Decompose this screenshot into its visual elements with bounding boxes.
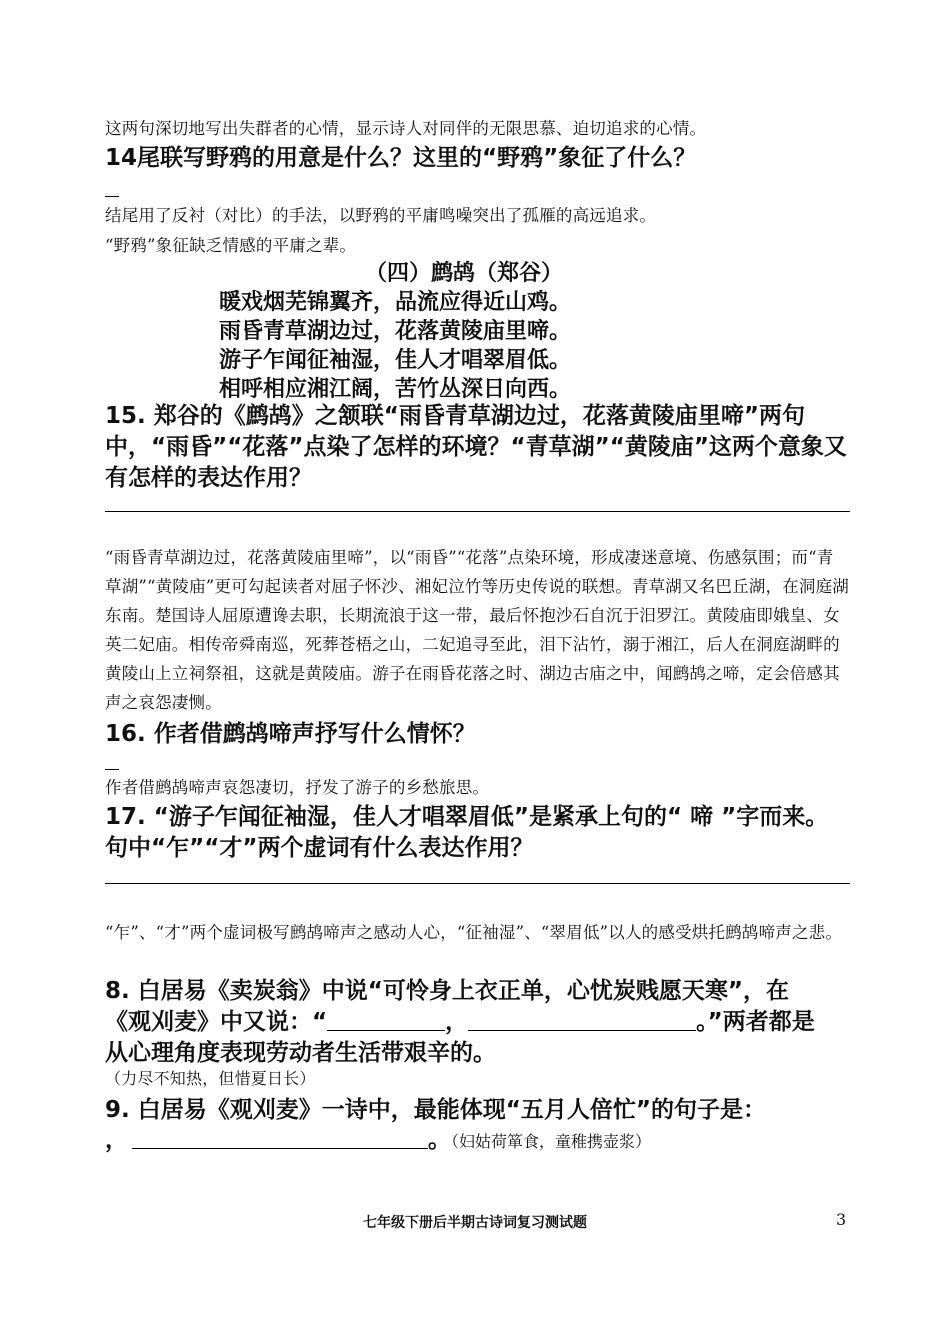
question-9: 9. 白居易《观刈麦》一诗中，最能体现“五月人倍忙”的句子是： <box>105 1097 766 1123</box>
poem-line: 暖戏烟芜锦翼齐，品流应得近山鸡。 <box>219 290 572 315</box>
fill-blank[interactable] <box>132 1126 428 1149</box>
answer-16: 作者借鹧鸪啼声哀怨凄切，抒发了游子的乡愁旅思。 <box>105 778 490 797</box>
question-8-text-c: 。”两者都是 <box>696 1009 815 1035</box>
question-9-line2 <box>105 1124 850 1158</box>
answer-13-tail: 这两句深切地写出失群者的心情，显示诗人对同伴的无限思慕、迫切追求的心情。 <box>105 119 707 138</box>
question-9-end: 。 <box>428 1127 451 1153</box>
answer-9: （妇姑荷箪食，童稚携壶浆） <box>451 1132 652 1151</box>
fill-blank[interactable] <box>327 1008 445 1031</box>
answer-8: （力尽不知热，但惜夏日长） <box>105 1069 316 1088</box>
question-15: 15. 郑谷的《鹧鸪》之颔联“雨昏青草湖边过，花落黄陵庙里啼”两句中，“雨昏”“花落”点染了怎样的环境？“青草湖”“黄陵庙”这两个意象又有怎样的表达作用？ <box>105 403 847 491</box>
answer-14-line1: 结尾用了反衬（对比）的手法，以野鸦的平庸鸣噪突出了孤雁的高远追求。 <box>105 206 657 225</box>
page-number: 3 <box>836 1210 847 1229</box>
question-9-comma: ， <box>105 1127 128 1153</box>
question-8-text-b: ， <box>445 1009 469 1035</box>
question-14: 14尾联写野鸦的用意是什么？这里的“野鸦”象征了什么？ <box>105 145 697 171</box>
question-16: 16. 作者借鹧鸪啼声抒写什么情怀？ <box>105 721 476 747</box>
answer-line <box>105 511 850 512</box>
answer-blank-dash <box>105 769 119 770</box>
question-8-line1: 8. 白居易《卖炭翁》中说“可怜身上衣正单，心忧炭贱愿天寒”，在 <box>105 978 789 1004</box>
footer-title: 七年级下册后半期古诗词复习测试题 <box>363 1215 587 1231</box>
fill-blank[interactable] <box>468 1008 696 1031</box>
answer-17: “乍”、“才”两个虚词极写鹧鸪啼声之感动人心，“征袖湿”、“翠眉低”以人的感受烘托鹧鸪啼声之悲。 <box>105 923 843 942</box>
question-8-text-a: 《观刈麦》中又说：“ <box>105 1009 328 1035</box>
answer-14-line2: “野鸦”象征缺乏情感的平庸之辈。 <box>105 236 357 255</box>
answer-blank-dash <box>105 196 119 197</box>
poem-line: 游子乍闻征袖湿，佳人才唱翠眉低。 <box>219 348 572 373</box>
question-8-line2 <box>105 1006 850 1038</box>
question-8-line3: 从心理角度表现劳动者生活带艰辛的。 <box>105 1040 496 1066</box>
answer-line <box>105 883 850 884</box>
poem-line: 相呼相应湘江阔，苦竹丛深日向西。 <box>219 377 572 402</box>
poem-title: （四）鹧鸪（郑谷） <box>365 261 564 286</box>
poem-line: 雨昏青草湖边过，花落黄陵庙里啼。 <box>219 319 572 344</box>
answer-15: “雨昏青草湖边过，花落黄陵庙里啼”，以“雨昏”“花落”点染环境，形成凄迷意境、伤感氛围；而“青草湖”“黄陵庙”更可勾起读者对屈子怀沙、湘妃泣竹等历史传说的联想。青草湖又名巴丘湖，在洞庭湖东南。楚国诗人屈原遭谗去职，长期流浪于这一带，最后怀抱沙石自沉于汨罗江。黄陵庙即娥皇、女英二妃庙。相传帝舜南巡，死葬苍梧之山，二妃追寻至此，泪下沾竹，溺于湘江，后人在洞庭湖畔的黄陵山上立祠祭祖，这就是黄陵庙。游子在雨昏花落之时、湖边古庙之中，闻鹧鸪之啼，定会倍感其声之哀怨凄恻。 <box>105 548 850 712</box>
question-17: 17. “游子乍闻征袖湿，佳人才唱翠眉低”是紧承上句的“ 啼 ”字而来。句中“乍”“才”两个虚词有什么表达作用？ <box>105 804 829 861</box>
